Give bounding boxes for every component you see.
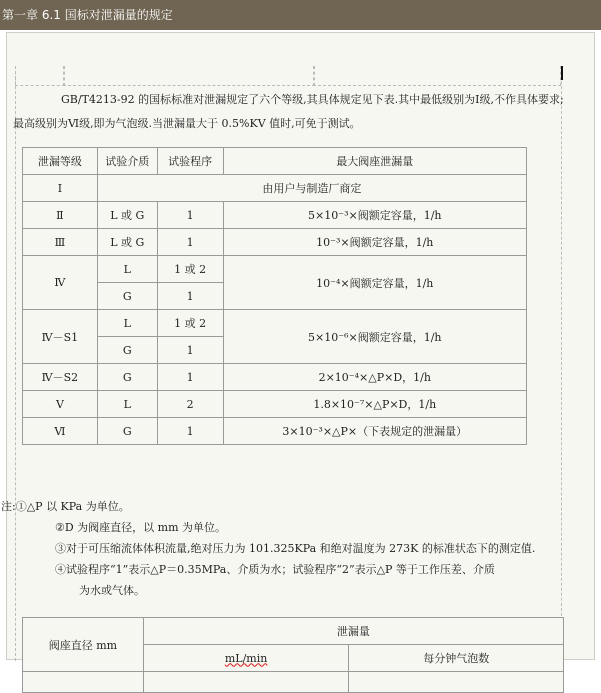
table-header-row [23,618,564,645]
table-row [23,391,527,418]
table-cell [23,672,144,693]
leakage-class-table [22,147,527,445]
medium-cell: G [97,364,157,391]
procedure-cell: 1 [157,337,223,364]
table-header: 泄漏等级 [23,148,98,175]
note-4: ④试验程序“1”表示△P＝0.35MPa、介质为水；试验程序“2”表示△P 等于工作压差、介质 [55,563,495,576]
medium-cell: G [97,283,157,310]
table-row [23,229,527,256]
table-row [23,175,527,202]
table-cell [143,672,349,693]
merged-cell: 由用户与制造厂商定 [97,175,526,202]
table-row [23,364,527,391]
document-title: 第一章 6.1 国标对泄漏量的规定 [2,8,173,22]
bubble-leak-table [22,617,564,693]
procedure-cell: 1 [157,202,223,229]
level-cell: Ⅱ [23,202,98,229]
procedure-cell: 2 [157,391,223,418]
leak-cell: 5×10⁻³×阀额定容量，1/h [223,202,526,229]
level-cell: Ⅳ－S1 [23,310,98,364]
procedure-cell: 1 [157,364,223,391]
notes-block [1,496,581,601]
ml-per-min-header [143,645,349,672]
intro-text: GB/T4213-92 的国标标准对泄漏规定了六个等级,其具体规定见下表.其中最低级别为Ⅰ级,不作具体要求;最高级别为Ⅵ级,即为气泡级.当泄漏量大于 0.5%KV 值时,可免于测试。 [13,93,564,130]
document-page[interactable] [1,32,595,665]
level-cell: Ⅳ [23,256,98,310]
table-cell [349,672,564,693]
level-cell: Ⅴ [23,391,98,418]
table-row [23,418,527,445]
note-1: 注:①△P 以 KPa 为单位。 [1,500,130,513]
leakage-group-header: 泄漏量 [143,618,563,645]
document-title-bar [0,0,601,30]
table-row [23,672,564,693]
bubbles-per-min-header: 每分钟气泡数 [349,645,564,672]
medium-cell: G [97,418,157,445]
table-row [23,202,527,229]
level-cell: Ⅲ [23,229,98,256]
medium-cell: L [97,310,157,337]
intro-paragraph [13,88,568,136]
procedure-cell: 1 [157,283,223,310]
procedure-cell: 1 或 2 [157,310,223,337]
leak-cell: 1.8×10⁻⁷×△P×D，1/h [223,391,526,418]
table-header: 试验介质 [97,148,157,175]
level-cell: Ⅵ [23,418,98,445]
note-3: ③对于可压缩流体体积流量,绝对压力为 101.325KPa 和绝对温度为 273K 的标准状态下的测定值. [55,542,536,555]
procedure-cell: 1 [157,418,223,445]
medium-cell: L [97,391,157,418]
medium-cell: L 或 G [97,202,157,229]
ml-per-min-label: mL/min [224,651,268,665]
text-cursor [561,66,563,80]
table-header: 试验程序 [157,148,223,175]
note-4-continued: 为水或气体。 [79,584,145,597]
procedure-cell: 1 或 2 [157,256,223,283]
table-header-row [23,148,527,175]
leak-cell: 2×10⁻⁴×△P×D，1/h [223,364,526,391]
medium-cell: L [97,256,157,283]
medium-cell: L 或 G [97,229,157,256]
table-row [23,310,527,337]
table-row [23,256,527,283]
leak-cell: 3×10⁻³×△P×（下表规定的泄漏量） [223,418,526,445]
level-cell: Ⅳ－S2 [23,364,98,391]
leak-cell: 10⁻³×阀额定容量，1/h [223,229,526,256]
procedure-cell: 1 [157,229,223,256]
leak-cell: 10⁻⁴×阀额定容量，1/h [223,256,526,310]
leak-cell: 5×10⁻⁶×阀额定容量，1/h [223,310,526,364]
note-2: ②D 为阀座直径，以 mm 为单位。 [55,521,227,534]
level-cell: Ⅰ [23,175,98,202]
medium-cell: G [97,337,157,364]
table-header: 最大阀座泄漏量 [223,148,526,175]
seat-diameter-header: 阀座直径 mm [23,618,144,672]
